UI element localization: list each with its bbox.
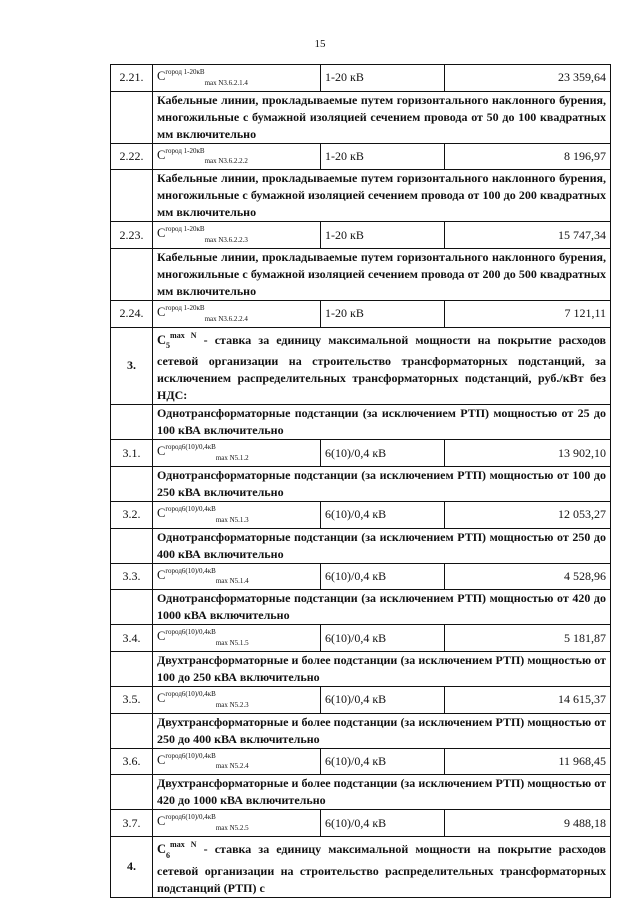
section-description: Двухтрансформаторные и более подстанции (за исключением РТП) мощностью от 420 до 1000 кВА включительно <box>153 775 611 810</box>
section-description: Однотрансформаторные подстанции (за исключением РТП) мощностью от 100 до 250 кВА включительно <box>153 466 611 501</box>
page-number: 15 <box>314 38 326 50</box>
item-number: 3.5. <box>111 686 153 713</box>
rate-value: 8 196,97 <box>445 143 611 170</box>
rate-code: $C^{город6(10)/0,4кВ}_{max N5.2.3}$ <box>153 686 321 713</box>
item-number: 3.7. <box>111 810 153 837</box>
section-row <box>111 405 611 440</box>
rate-value: 14 615,37 <box>445 686 611 713</box>
voltage-cell: 1-20 кВ <box>321 65 445 92</box>
table-row <box>111 748 611 775</box>
rate-value: 12 053,27 <box>445 501 611 528</box>
rate-code: $C^{город 1-20кВ}_{max N3.6.2.2.4}$ <box>153 300 321 327</box>
rates-table <box>110 64 611 898</box>
section-description: Кабельные линии, прокладываемые путем горизонтального наклонного бурения, многожильные с бумажной изоляцией сечением провода от 200 до 500 квадратных мм включительно <box>153 248 611 300</box>
item-number: 2.22. <box>111 143 153 170</box>
table-row <box>111 300 611 327</box>
section-description: Двухтрансформаторные и более подстанции (за исключением РТП) мощностью от 250 до 400 кВА включительно <box>153 713 611 748</box>
table-row <box>111 625 611 652</box>
table-row <box>111 501 611 528</box>
rate-value: 15 747,34 <box>445 222 611 249</box>
rate-code: $C^{город6(10)/0,4кВ}_{max N5.2.5}$ <box>153 810 321 837</box>
item-number: 3.6. <box>111 748 153 775</box>
rate-code: $C^{город 1-20кВ}_{max N3.6.2.1.4}$ <box>153 65 321 92</box>
rate-code: $C^{город 1-20кВ}_{max N3.6.2.2.3}$ <box>153 222 321 249</box>
rate-value: 7 121,11 <box>445 300 611 327</box>
item-number: 3.2. <box>111 501 153 528</box>
blank-cell <box>111 248 153 300</box>
section-description: Однотрансформаторные подстанции (за исключением РТП) мощностью от 25 до 100 кВА включительно <box>153 405 611 440</box>
rate-value: 23 359,64 <box>445 65 611 92</box>
section-row <box>111 528 611 563</box>
section-row <box>111 466 611 501</box>
table-row <box>111 222 611 249</box>
voltage-cell: 1-20 кВ <box>321 143 445 170</box>
blank-cell <box>111 528 153 563</box>
section-row <box>111 775 611 810</box>
table-row <box>111 143 611 170</box>
item-number: 2.21. <box>111 65 153 92</box>
section-row <box>111 590 611 625</box>
voltage-cell: 6(10)/0,4 кВ <box>321 440 445 467</box>
rate-value: 4 528,96 <box>445 563 611 590</box>
rate-code: $C^{город6(10)/0,4кВ}_{max N5.1.3}$ <box>153 501 321 528</box>
blank-cell <box>111 405 153 440</box>
section-description: Двухтрансформаторные и более подстанции (за исключением РТП) мощностью от 100 до 250 кВА включительно <box>153 651 611 686</box>
blank-cell <box>111 775 153 810</box>
section-row <box>111 91 611 143</box>
blank-cell <box>111 651 153 686</box>
table-row <box>111 810 611 837</box>
section-description: Кабельные линии, прокладываемые путем горизонтального наклонного бурения, многожильные с бумажной изоляцией сечением провода от 100 до 200 квадратных мм включительно <box>153 170 611 222</box>
voltage-cell: 6(10)/0,4 кВ <box>321 501 445 528</box>
blank-cell <box>111 91 153 143</box>
voltage-cell: 1-20 кВ <box>321 300 445 327</box>
item-number: 3.3. <box>111 563 153 590</box>
table-row <box>111 65 611 92</box>
table-row <box>111 563 611 590</box>
table-row <box>111 440 611 467</box>
item-number: 2.24. <box>111 300 153 327</box>
item-number: 3.4. <box>111 625 153 652</box>
blank-cell <box>111 713 153 748</box>
section-heading: $C_6^{max N}$ - ставка за единицу максимальной мощности на покрытие расходов сетевой организации на строительство распределительных трансформаторных подстанций (РТП) с <box>153 836 611 897</box>
section-number: 3. <box>111 327 153 405</box>
voltage-cell: 6(10)/0,4 кВ <box>321 810 445 837</box>
blank-cell <box>111 590 153 625</box>
rate-code: $C^{город6(10)/0,4кВ}_{max N5.1.5}$ <box>153 625 321 652</box>
voltage-cell: 6(10)/0,4 кВ <box>321 563 445 590</box>
section-number: 4. <box>111 836 153 897</box>
section-description: Однотрансформаторные подстанции (за исключением РТП) мощностью от 250 до 400 кВА включительно <box>153 528 611 563</box>
rate-value: 5 181,87 <box>445 625 611 652</box>
item-number: 3.1. <box>111 440 153 467</box>
blank-cell <box>111 170 153 222</box>
rate-value: 9 488,18 <box>445 810 611 837</box>
rate-code: $C^{город6(10)/0,4кВ}_{max N5.1.2}$ <box>153 440 321 467</box>
blank-cell <box>111 466 153 501</box>
item-number: 2.23. <box>111 222 153 249</box>
rate-code: $C^{город6(10)/0,4кВ}_{max N5.2.4}$ <box>153 748 321 775</box>
table-row <box>111 686 611 713</box>
rate-code: $C^{город6(10)/0,4кВ}_{max N5.1.4}$ <box>153 563 321 590</box>
section-heading: $C_5^{max N}$ - ставка за единицу максимальной мощности на покрытие расходов сетевой организации на строительство трансформаторных подстанций, за исключением распределительных трансформаторных подстанций, руб./кВт без НДС: <box>153 327 611 405</box>
section-description: Однотрансформаторные подстанции (за исключением РТП) мощностью от 420 до 1000 кВА включительно <box>153 590 611 625</box>
voltage-cell: 6(10)/0,4 кВ <box>321 625 445 652</box>
section-description: Кабельные линии, прокладываемые путем горизонтального наклонного бурения, многожильные с бумажной изоляцией сечением провода от 50 до 100 квадратных мм включительно <box>153 91 611 143</box>
section-heading-row <box>111 836 611 897</box>
voltage-cell: 6(10)/0,4 кВ <box>321 748 445 775</box>
voltage-cell: 6(10)/0,4 кВ <box>321 686 445 713</box>
rate-value: 11 968,45 <box>445 748 611 775</box>
section-heading-row <box>111 327 611 405</box>
section-row <box>111 248 611 300</box>
section-row <box>111 170 611 222</box>
section-row <box>111 651 611 686</box>
section-row <box>111 713 611 748</box>
voltage-cell: 1-20 кВ <box>321 222 445 249</box>
rate-code: $C^{город 1-20кВ}_{max N3.6.2.2.2}$ <box>153 143 321 170</box>
rate-value: 13 902,10 <box>445 440 611 467</box>
